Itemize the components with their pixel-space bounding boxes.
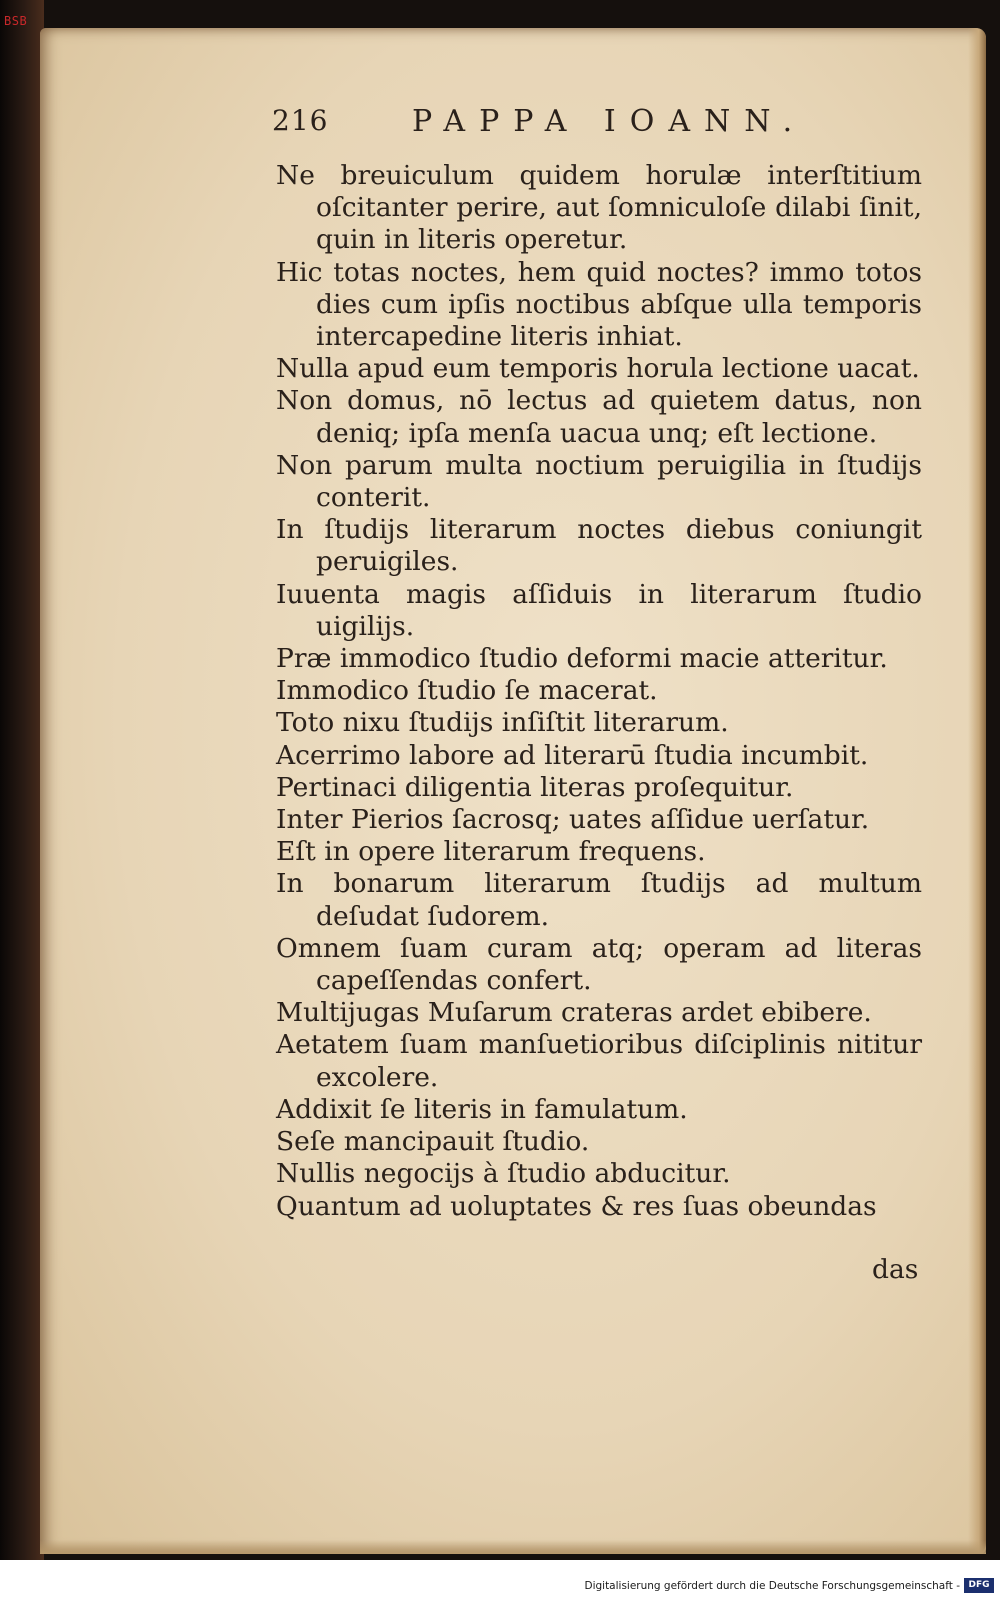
- entry: Immodico ſtudio ſe macerat.: [276, 675, 658, 707]
- catchword: das: [872, 1254, 919, 1285]
- entry: Multijugas Muſarum crateras ardet ebibere.: [276, 997, 872, 1029]
- entry: In ſtudijs literarum noctes diebus coniungit peruigiles.: [276, 514, 922, 578]
- entry: Pertinaci diligentia literas proſequitur.: [276, 771, 794, 803]
- dfg-logo-icon: DFG: [964, 1578, 994, 1593]
- entry: Iuuenta magis aſſiduis in literarum ſtudio uigilijs.: [276, 578, 922, 642]
- library-mark: BSB: [4, 14, 28, 28]
- entry: Nulla apud eum temporis horula lectione uacat.: [276, 353, 920, 385]
- entry: Aetatem ſuam manſuetioribus diſciplinis nititur excolere.: [276, 1029, 922, 1093]
- footer-bar: [0, 1560, 1000, 1606]
- entry: In bonarum literarum ſtudijs ad multum deſudat ſudorem.: [276, 868, 922, 932]
- entry: Hic totas noctes, hem quid noctes? immo totos dies cum ipſis noctibus abſque ulla temporis intercapedine literis inhiat.: [276, 256, 922, 353]
- entry: Eſt in opere literarum frequens.: [276, 836, 706, 868]
- funding-credit: Digitalisierung gefördert durch die Deutsche Forschungsgemeinschaft -: [584, 1580, 960, 1592]
- entry: Præ immodico ſtudio deformi macie atteritur.: [276, 643, 888, 675]
- entry: Addixit ſe literis in famulatum.: [276, 1093, 688, 1125]
- entry: Quantum ad uoluptates & res ſuas obeundas: [276, 1190, 877, 1222]
- entry: Omnem ſuam curam atq; operam ad literas capeſſendas confert.: [276, 932, 922, 997]
- entry: Non parum multa noctium peruigilia in ſtudijs conterit.: [276, 449, 922, 514]
- entry: Ne breuiculum quidem horulæ interſtitium oſcitanter perire, aut ſomniculoſe dilabi ſinit, quin in literis operetur.: [276, 160, 922, 256]
- entry: Seſe mancipauit ſtudio.: [276, 1126, 590, 1158]
- entry: Nullis negocijs à ſtudio abducitur.: [276, 1158, 731, 1190]
- running-head: [272, 104, 832, 144]
- entry: Toto nixu ſtudijs inſiſtit literarum.: [276, 707, 729, 739]
- entry: Non domus, nō lectus ad quietem datus, non deniq; ipſa menſa uacua unq; eſt lectione.: [276, 385, 922, 449]
- entry: Acerrimo labore ad literarū ſtudia incumbit.: [276, 739, 869, 771]
- page-bottom-edge: [40, 1540, 986, 1554]
- text-block: [276, 160, 922, 1223]
- book-spine: [0, 0, 44, 1560]
- running-title: PAPPA IOANN.: [412, 104, 807, 139]
- entry: Inter Pierios ſacrosq; uates aſſidue uerſatur.: [276, 804, 870, 836]
- page-edge: [968, 28, 986, 1554]
- page-number: 216: [272, 104, 329, 137]
